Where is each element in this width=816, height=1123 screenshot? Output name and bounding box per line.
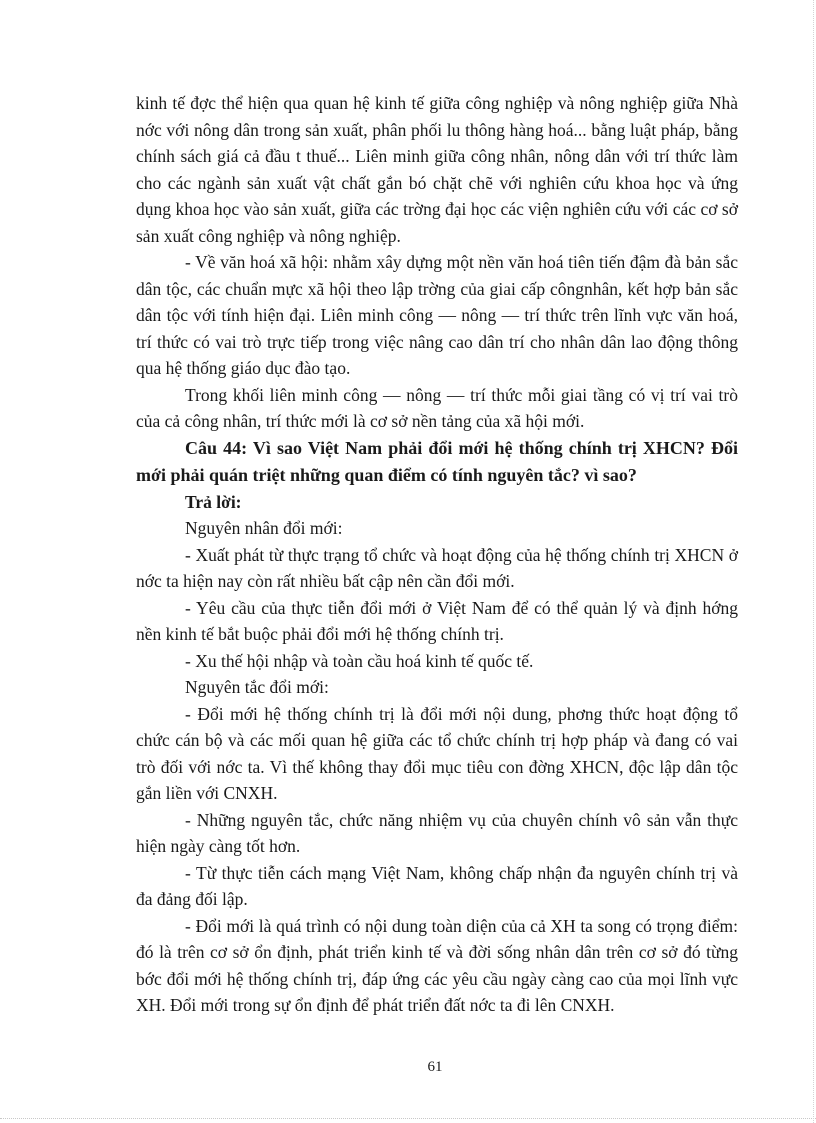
principle-item: - Từ thực tiễn cách mạng Việt Nam, không chấp nhận đa nguyên chính trị và đa đảng đối lập. [136,862,738,909]
reason-item: - Yêu cầu của thực tiễn đổi mới ở Việt Nam để có thể quản lý và định hớng nền kinh tế bắt buộc phải đổi mới hệ thống chính trị. [136,597,738,644]
paragraph-alliance-roles: Trong khối liên minh công — nông — trí thức mỗi giai tầng có vị trí vai trò của cả công nhân, trí thức mới là cơ sở nền tảng của xã hội mới. [136,384,738,431]
question-heading: Câu 44: Vì sao Việt Nam phải đổi mới hệ thống chính trị XHCN? Đổi mới phải quán triệt những quan điểm có tính nguyên tắc? vì sao? [136,437,738,485]
footer-divider [0,1118,816,1119]
reasons-label: Nguyên nhân đổi mới: [185,518,343,538]
principle-item: - Những nguyên tắc, chức năng nhiệm vụ của chuyên chính vô sản vẫn thực hiện ngày càng tốt hơn. [136,809,738,856]
page-number: 61 [427,1059,443,1075]
paragraph-economic-alliance: kinh tế đợc thể hiện qua quan hệ kinh tế giữa công nghiệp và nông nghiệp giữa Nhà nớc với nông dân trong sản xuất, phân phối lu thông hàng hoá... bằng luật pháp, bằng chính sách giá cả đầu t thuế... Liên minh giữa công nhân, nông dân với trí thức làm cho các ngành sản xuất vật chất gắn bó chặt chẽ với nghiên cứu khoa học và ứng dụng khoa học vào sản xuất, giữa các trờng đại học các viện nghiên cứu với các cơ sở sản xuất công nghiệp và nông nghiệp. [136,93,738,246]
right-edge-divider [813,0,814,1123]
principles-label: Nguyên tắc đổi mới: [185,677,329,697]
principle-item: - Đổi mới là quá trình có nội dung toàn diện của cả XH ta song có trọng điểm: đó là trên cơ sở ổn định, phát triển kinh tế và đời sống nhân dân trên cơ sở đó từng bớc đổi mới hệ thống chính trị, đáp ứng các yêu cầu ngày càng cao của mọi lĩnh vực XH. Đổi mới trong sự ổn định để phát triển đất nớc ta đi lên CNXH. [136,915,738,1015]
document-page [136,90,738,1019]
paragraph-cultural-social: - Về văn hoá xã hội: nhằm xây dựng một nền văn hoá tiên tiến đậm đà bản sắc dân tộc, các chuẩn mực xã hội theo lập trờng của giai cấp côngnhân, kết hợp bản sắc dân tộc với tính hiện đại. Liên minh công — nông — trí thức trên lĩnh vực văn hoá, trí thức có vai trò trực tiếp trong việc nâng cao dân trí cho nhân dân lao động thông qua hệ thống giáo dục đào tạo. [136,252,738,378]
reason-item: - Xuất phát từ thực trạng tổ chức và hoạt động của hệ thống chính trị XHCN ở nớc ta hiện nay còn rất nhiều bất cập nên cần đổi mới. [136,544,738,591]
reason-item: - Xu thế hội nhập và toàn cầu hoá kinh tế quốc tế. [185,650,534,671]
principle-item: - Đổi mới hệ thống chính trị là đổi mới nội dung, phơng thức hoạt động tổ chức cán bộ và các mối quan hệ giữa các tổ chức chính trị hợp pháp và đang có vai trò đối với nớc ta. Vì thế không thay đổi mục tiêu con đờng XHCN, độc lập dân tộc gắn liền với CNXH. [136,703,738,803]
answer-label: Trả lời: [185,491,242,512]
